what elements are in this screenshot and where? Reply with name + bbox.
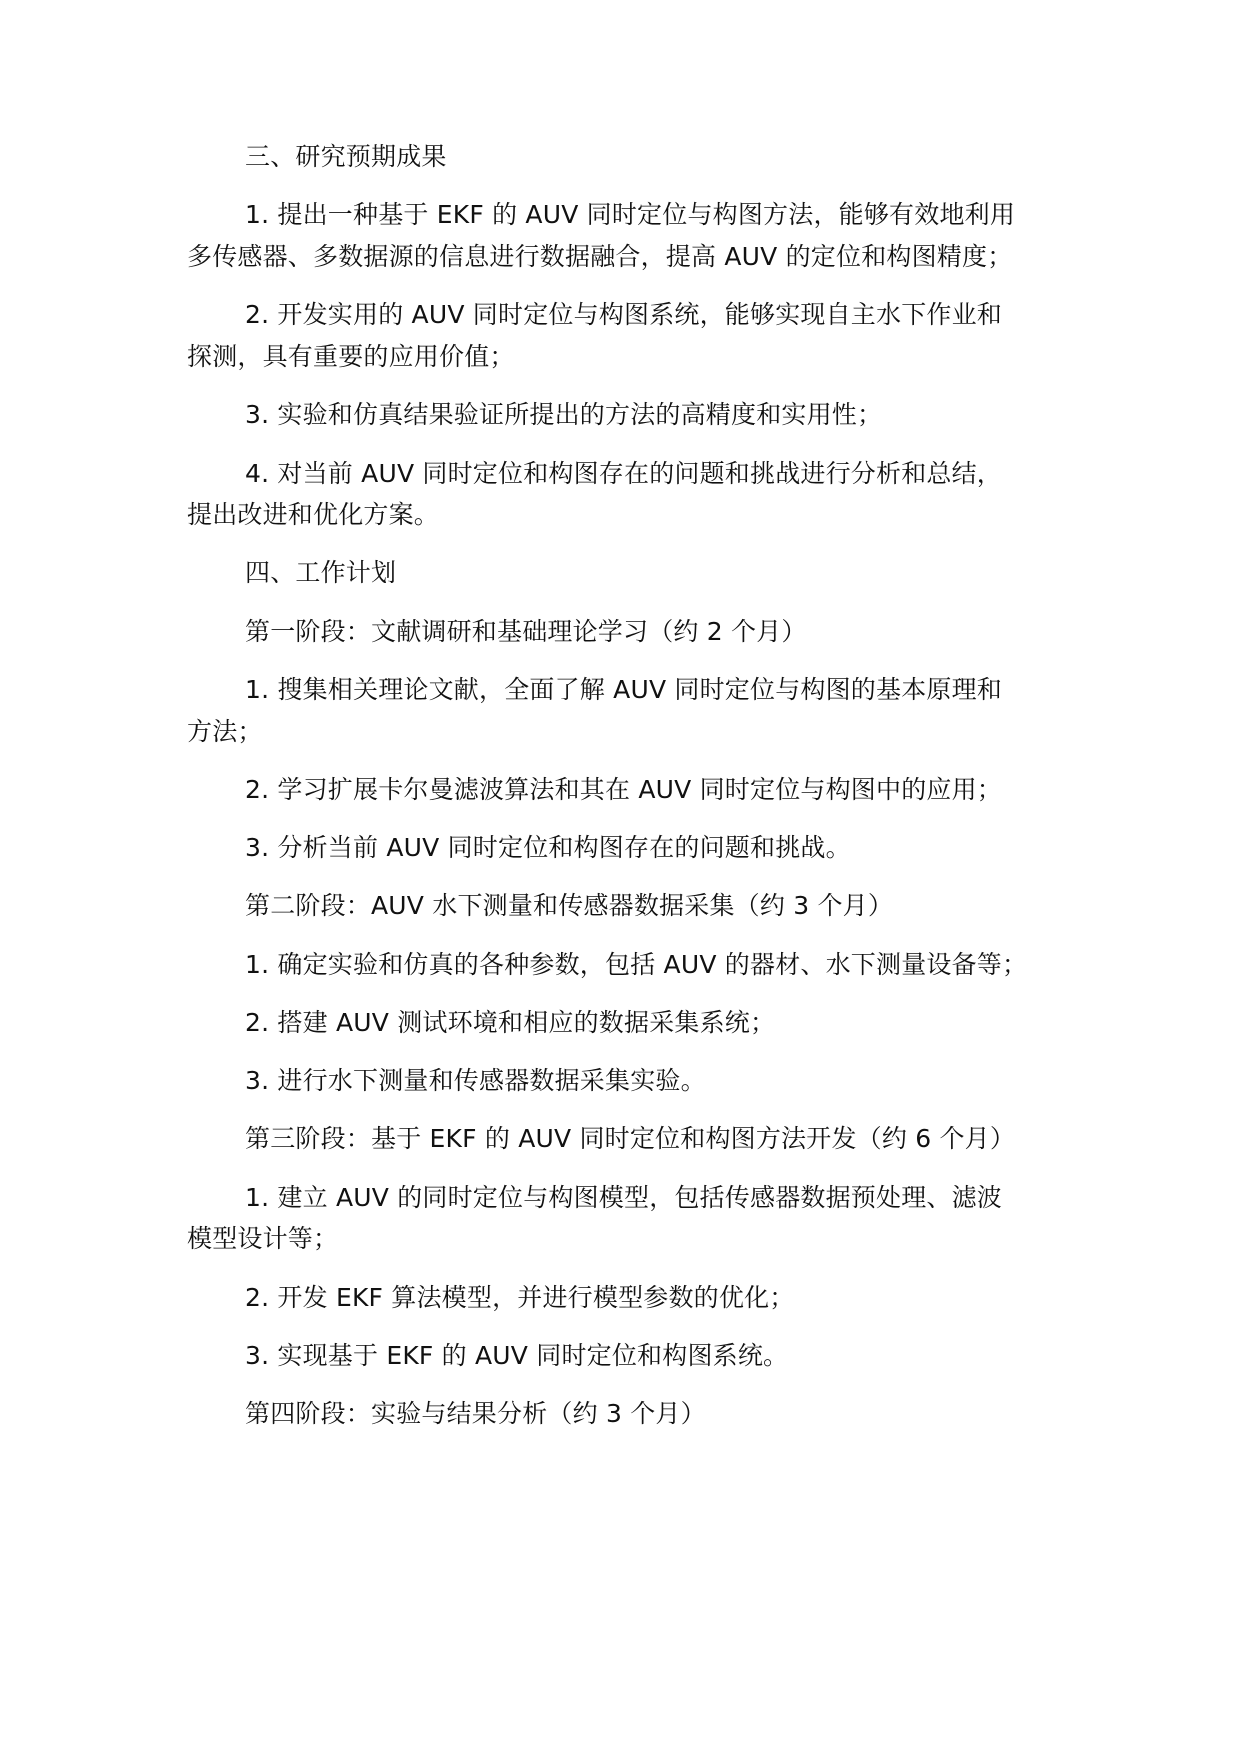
stage-1-item-2: 2. 学习扩展卡尔曼滤波算法和其在 AUV 同时定位与构图中的应用； <box>245 775 1002 804</box>
result-item-4-line-2: 提出改进和优化方案。 <box>187 500 440 529</box>
stage-1-item-3: 3. 分析当前 AUV 同时定位和构图存在的问题和挑战。 <box>245 833 851 862</box>
stage-3-item-3: 3. 实现基于 EKF 的 AUV 同时定位和构图系统。 <box>245 1341 789 1370</box>
stage-2-item-2: 2. 搭建 AUV 测试环境和相应的数据采集系统； <box>245 1008 776 1037</box>
stage-1-item-1-line-2: 方法； <box>187 717 263 746</box>
result-item-4-line-1: 4. 对当前 AUV 同时定位和构图存在的问题和挑战进行分析和总结， <box>245 459 1002 488</box>
section-heading-work-plan: 四、工作计划 <box>245 558 397 587</box>
stage-3-item-2: 2. 开发 EKF 算法模型，并进行模型参数的优化； <box>245 1283 795 1312</box>
result-item-1-line-2: 多传感器、多数据源的信息进行数据融合，提高 AUV 的定位和构图精度； <box>187 242 1013 271</box>
stage-1-heading: 第一阶段：文献调研和基础理论学习（约 2 个月） <box>245 617 807 646</box>
stage-2-heading: 第二阶段：AUV 水下测量和传感器数据采集（约 3 个月） <box>245 891 894 920</box>
result-item-3: 3. 实验和仿真结果验证所提出的方法的高精度和实用性； <box>245 400 883 429</box>
stage-3-item-1-line-1: 1. 建立 AUV 的同时定位与构图模型，包括传感器数据预处理、滤波 <box>245 1183 1002 1212</box>
stage-2-item-1: 1. 确定实验和仿真的各种参数，包括 AUV 的器材、水下测量设备等； <box>245 950 1028 979</box>
stage-3-heading: 第三阶段：基于 EKF 的 AUV 同时定位和构图方法开发（约 6 个月） <box>245 1124 1016 1153</box>
result-item-2-line-1: 2. 开发实用的 AUV 同时定位与构图系统，能够实现自主水下作业和 <box>245 300 1002 329</box>
result-item-2-line-2: 探测，具有重要的应用价值； <box>187 342 515 371</box>
stage-1-item-1-line-1: 1. 搜集相关理论文献，全面了解 AUV 同时定位与构图的基本原理和 <box>245 675 1002 704</box>
stage-4-heading: 第四阶段：实验与结果分析（约 3 个月） <box>245 1399 706 1428</box>
section-heading-expected-results: 三、研究预期成果 <box>245 142 447 171</box>
stage-2-item-3: 3. 进行水下测量和传感器数据采集实验。 <box>245 1066 706 1095</box>
stage-3-item-1-line-2: 模型设计等； <box>187 1224 339 1253</box>
result-item-1-line-1: 1. 提出一种基于 EKF 的 AUV 同时定位与构图方法，能够有效地利用 <box>245 200 1016 229</box>
